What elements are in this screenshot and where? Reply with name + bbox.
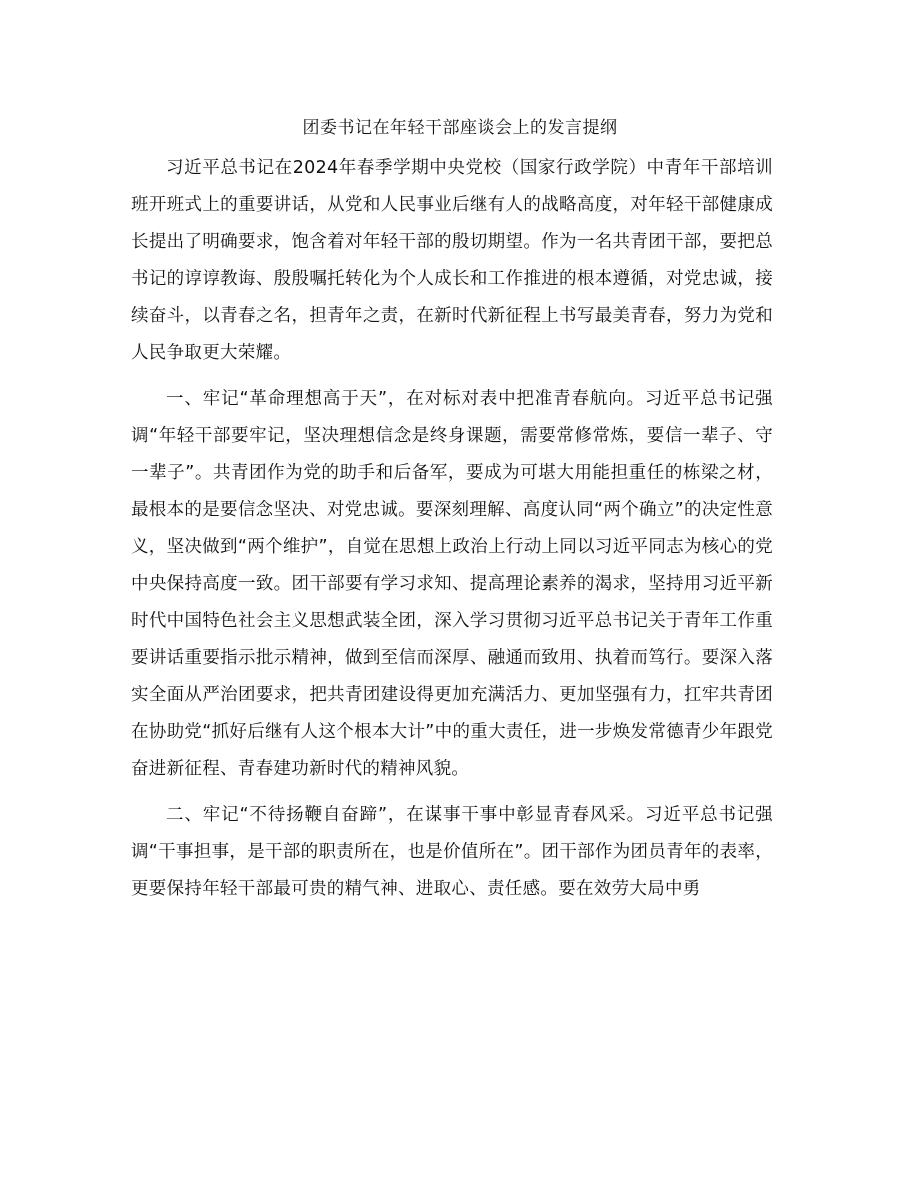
document-title: 团委书记在年轻干部座谈会上的发言提纲 [302,118,618,138]
paragraph-section-two: 二、牢记“不待扬鞭自奋蹄”，在谋事干事中彰显青春风采。习近平总书记强调“干事担事，是干部的职责所在，也是价值所在”。团干部作为团员青年的表率，更要保持年轻干部最可贵的精气神、进取心、责任感。要在效劳大局中勇 [131,805,773,899]
document-body [131,150,773,917]
paragraph-intro: 习近平总书记在2024年春季学期中央党校（国家行政学院）中青年干部培训班开班式上的重要讲话，从党和人民事业后继有人的战略高度，对年轻干部健康成长提出了明确要求，饱含着对年轻干部的殷切期望。作为一名共青团干部，要把总书记的谆谆教诲、殷殷嘱托转化为个人成长和工作推进的根本遵循，对党忠诚，接续奋斗，以青春之名，担青年之责，在新时代新征程上书写最美青春，努力为党和人民争取更大荣耀。 [131,158,773,363]
paragraph-section-one: 一、牢记“革命理想高于天”，在对标对表中把准青春航向。习近平总书记强调“年轻干部要牢记，坚决理想信念是终身课题，需要常修常炼，要信一辈子、守一辈子”。共青团作为党的助手和后备军，要成为可堪大用能担重任的栋梁之材，最根本的是要信念坚决、对党忠诚。要深刻理解、高度认同“两个确立”的决定性意义，坚决做到“两个维护”，自觉在思想上政治上行动上同以习近平同志为核心的党中央保持高度一致。团干部要有学习求知、提高理论素养的渴求，坚持用习近平新时代中国特色社会主义思想武装全团，深入学习贯彻习近平总书记关于青年工作重要讲话重要指示批示精神，做到至信而深厚、融通而致用、执着而笃行。要深入落实全面从严治团要求，把共青团建设得更加充满活力、更加坚强有力，扛牢共青团在协助党“抓好后继有人这个根本大计”中的重大责任，进一步焕发常德青少年跟党奋进新征程、青春建功新时代的精神风貌。 [131,389,773,779]
